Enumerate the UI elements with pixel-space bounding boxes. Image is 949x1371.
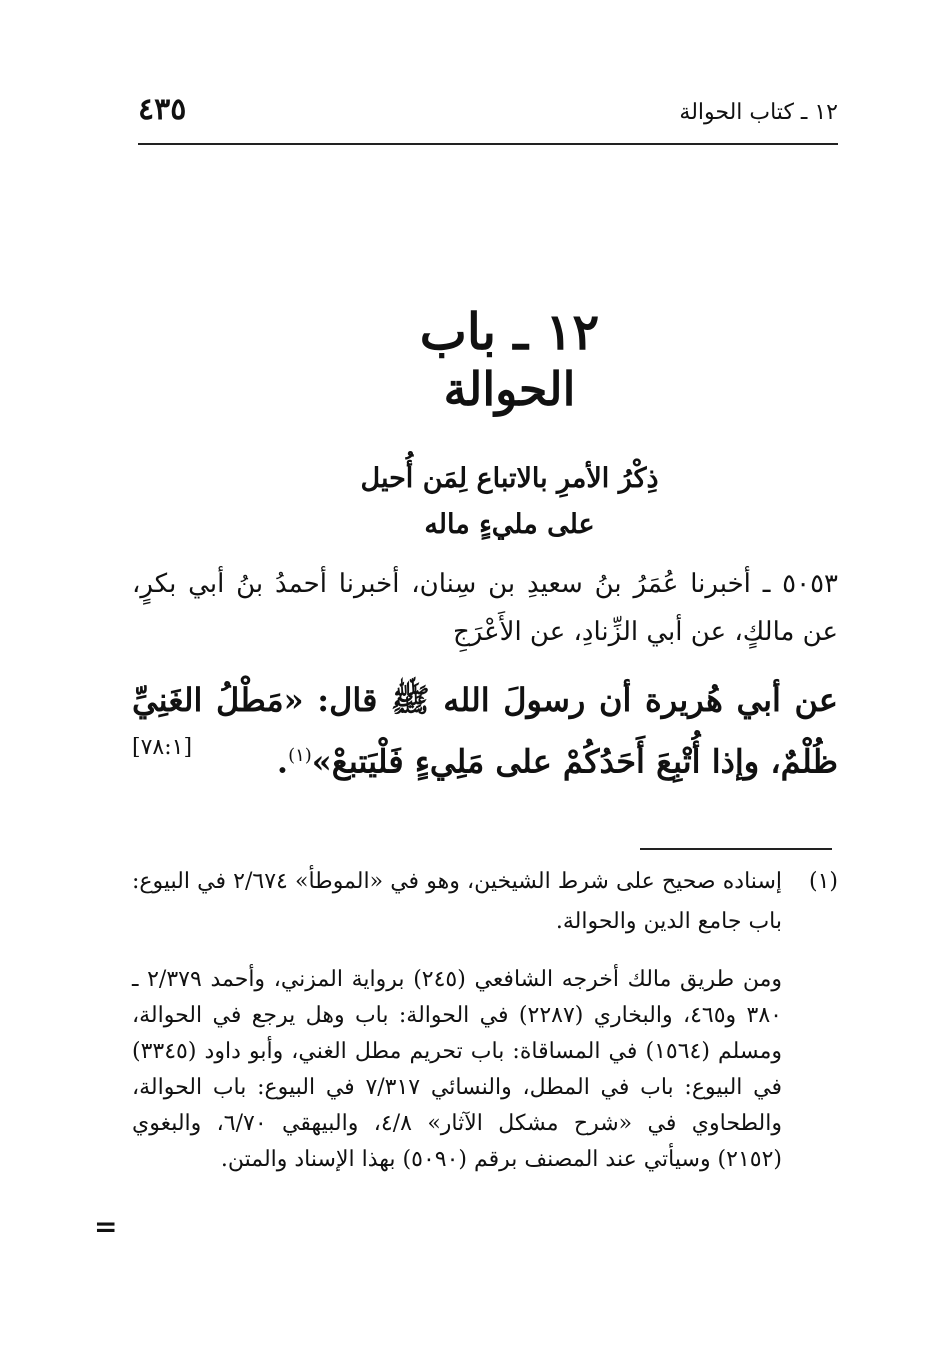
footnote-text: إسناده صحيح على شرط الشيخين، وهو في «الموطأ» ٢/٦٧٤ في البيوع: باب جامع الدين والحوالة. [132,869,782,934]
footnote-marker: (١) [288,745,312,766]
hadith-text: عن أبي هُريرة أن رسولَ الله ﷺ قال: «مَطْلُ الغَنِيِّ ظُلْمٌ، وإذا أُتْبِعَ أَحَدُكُمْ على مَلِيءٍ فَلْيَتبعْ» [132,681,838,781]
section-heading-line-2: على مليءٍ ماله [424,509,595,540]
footnote-1 [132,862,838,942]
hadith-chain: ٥٠٥٣ ـ أخبرنا عُمَرُ بنُ سعيدِ بن سِنان، أخبرنا أحمدُ بنُ أبي بكرٍ، عن مالكٍ، عن أبي الزِّنادِ، عن الأَعْرَجِ [132,569,838,647]
footnote-number: (١) [808,869,838,894]
page-number: ٤٣٥ [138,92,187,127]
footnote-continuation: ومن طريق مالك أخرجه الشافعي (٢٤٥) برواية المزني، وأحمد ٢/٣٧٩ ـ ٣٨٠ و٤٦٥، والبخاري (٢٢٨٧) في الحوالة: باب وهل يرجع في الحوالة، ومسلم (١٥٦٤) في المساقاة: باب تحريم مطل الغني، وأبو داود (٣٣٤٥) في البيوع: باب في المطل، والنسائي ٧/٣١٧ في البيوع: باب الحوالة، والطحاوي في «شرح مشكل الآثار» ٤/٨، والبيهقي ٦/٧٠، والبغوي (٢١٥٢) وسيأتي عند المصنف برقم (٥٠٩٠) بهذا الإسناد والمتن. [132,967,783,1172]
section-heading [0,456,949,548]
hadith-reference: [٧٨:١] [132,734,193,760]
margin-equals-mark: = [94,1210,118,1243]
page-header [138,92,838,132]
hadith-text-block: عن أبي هُريرة أن رسولَ الله ﷺ قال: «مَطْلُ الغَنِيِّ ظُلْمٌ، وإذا أُتْبِعَ أَحَدُكُمْ على مَلِيءٍ فَلْيَتبعْ»$^{(١)}$. [٧٨:١] [132,681,838,781]
header-divider [138,143,838,145]
chapter-title: الحوالة [443,362,576,416]
footnote-divider [640,848,832,850]
section-heading-line-1: ذِكْرُ الأمرِ بالاتباع لِمَن أُحيل [360,463,659,494]
running-title: ١٢ ـ كتاب الحوالة [679,100,838,125]
chapter-number: ١٢ ـ باب [419,302,600,361]
